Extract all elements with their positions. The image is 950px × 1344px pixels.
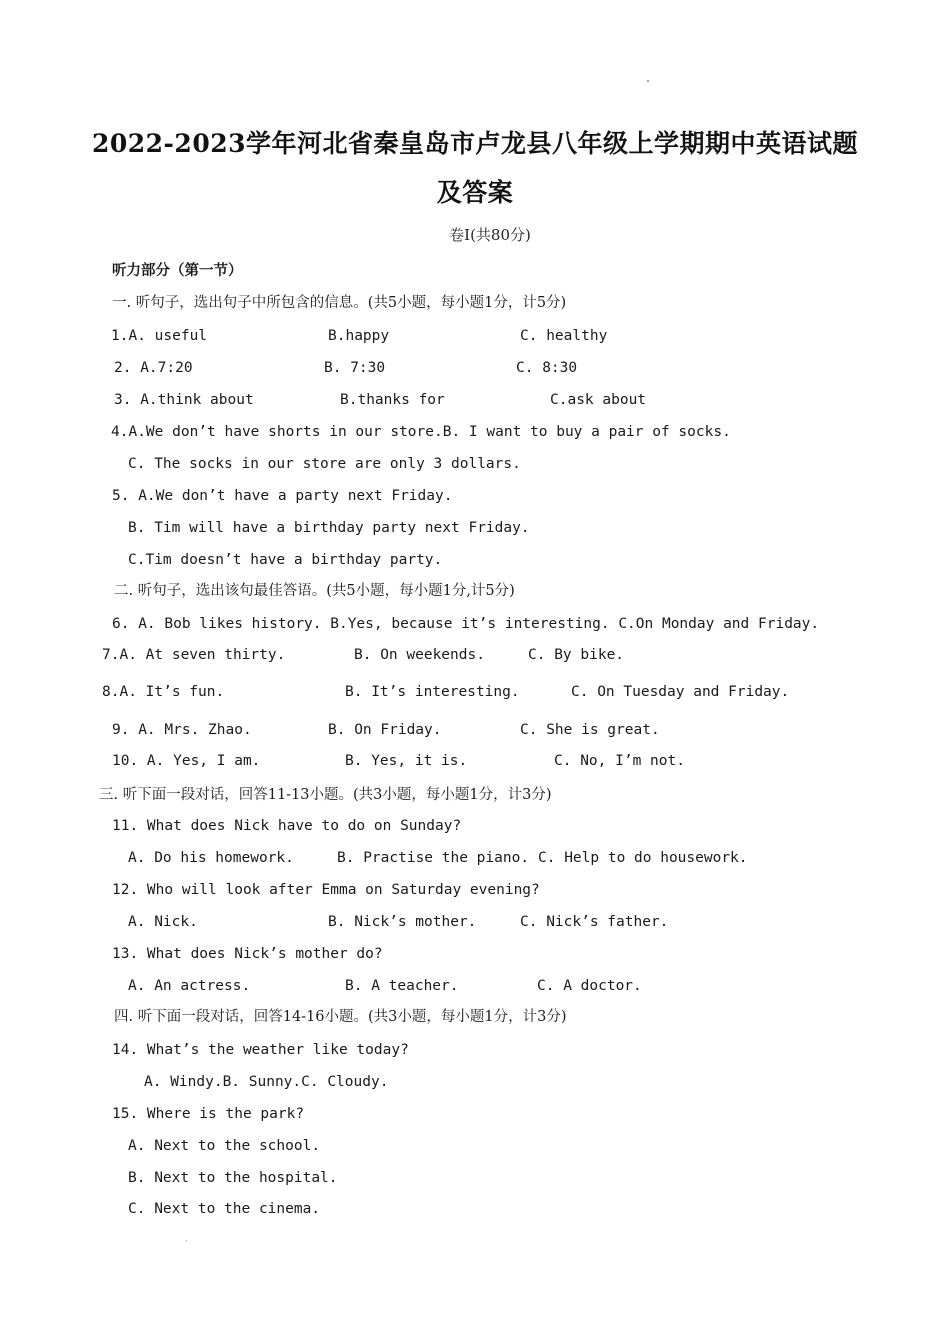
- document-title-line1: 2022-2023学年河北省秦皇岛市卢龙县八年级上学期期中英语试题: [91, 129, 859, 158]
- q3-option-a: 3. A.think about: [114, 392, 254, 408]
- q10-option-a: 10. A. Yes, I am.: [112, 753, 261, 769]
- mark-dot: [186, 1240, 187, 1241]
- q6-options: 6. A. Bob likes history. B.Yes, because it’s interesting. C.On Monday and Friday.: [112, 616, 820, 632]
- q8-option-c: C. On Tuesday and Friday.: [571, 684, 790, 700]
- q12-stem: 12. Who will look after Emma on Saturday evening?: [112, 882, 540, 898]
- q15-option-c: C. Next to the cinema.: [128, 1201, 321, 1217]
- q10-option-c: C. No, I’m not.: [554, 753, 685, 769]
- q12-option-c: C. Nick’s father.: [520, 914, 669, 930]
- q13-option-c: C. A doctor.: [537, 978, 642, 994]
- q8-option-a: 8.A. It’s fun.: [102, 684, 225, 700]
- q13-option-a: A. An actress.: [128, 978, 251, 994]
- q5-option-b: B. Tim will have a birthday party next Friday.: [128, 520, 530, 536]
- q3-option-c: C.ask about: [550, 392, 647, 408]
- q14-stem: 14. What’s the weather like today?: [112, 1042, 409, 1058]
- q1-option-a: 1.A. useful: [111, 328, 208, 344]
- q2-option-c: C. 8:30: [516, 360, 578, 376]
- document-subtitle: 卷Ⅰ(共80分): [449, 226, 531, 244]
- section-1-instruction: 一. 听句子，选出句子中所包含的信息。(共5小题，每小题1分，计5分): [112, 295, 567, 311]
- q11-option-a: A. Do his homework.: [128, 850, 294, 866]
- q10-option-b: B. Yes, it is.: [345, 753, 468, 769]
- q15-stem: 15. Where is the park?: [112, 1106, 305, 1122]
- q9-option-b: B. On Friday.: [328, 722, 442, 738]
- document-title-line2: 及答案: [436, 178, 514, 207]
- q9-option-a: 9. A. Mrs. Zhao.: [112, 722, 252, 738]
- listening-header: 听力部分（第一节）: [112, 262, 243, 279]
- q7-option-c: C. By bike.: [528, 647, 625, 663]
- q2-option-b: B. 7:30: [324, 360, 386, 376]
- q8-option-b: B. It’s interesting.: [345, 684, 520, 700]
- q15-option-b: B. Next to the hospital.: [128, 1170, 338, 1186]
- q4-options-ab: 4.A.We don’t have shorts in our store.B. I want to buy a pair of socks.: [111, 424, 731, 440]
- q13-stem: 13. What does Nick’s mother do?: [112, 946, 383, 962]
- q11-option-c: C. Help to do housework.: [538, 850, 748, 866]
- q1-option-c: C. healthy: [520, 328, 608, 344]
- q7-option-a: 7.A. At seven thirty.: [102, 647, 286, 663]
- section-3-instruction: 三. 听下面一段对话，回答11-13小题。(共3小题，每小题1分，计3分): [99, 787, 552, 803]
- q5-option-a: 5. A.We don’t have a party next Friday.: [112, 488, 453, 504]
- q5-option-c: C.Tim doesn’t have a birthday party.: [128, 552, 443, 568]
- mark-dot: [647, 80, 649, 82]
- q12-option-a: A. Nick.: [128, 914, 198, 930]
- q13-option-b: B. A teacher.: [345, 978, 459, 994]
- q15-option-a: A. Next to the school.: [128, 1138, 321, 1154]
- q4-option-c: C. The socks in our store are only 3 dollars.: [128, 456, 521, 472]
- q7-option-b: B. On weekends.: [354, 647, 485, 663]
- q9-option-c: C. She is great.: [520, 722, 660, 738]
- section-4-instruction: 四. 听下面一段对话，回答14-16小题。(共3小题，每小题1分，计3分): [114, 1009, 567, 1025]
- q11-option-b: B. Practise the piano.: [337, 850, 530, 866]
- section-2-instruction: 二. 听句子，选出该句最佳答语。(共5小题，每小题1分,计5分): [114, 583, 515, 599]
- q11-stem: 11. What does Nick have to do on Sunday?: [112, 818, 462, 834]
- q12-option-b: B. Nick’s mother.: [328, 914, 477, 930]
- q1-option-b: B.happy: [328, 328, 390, 344]
- q3-option-b: B.thanks for: [340, 392, 445, 408]
- q14-options: A. Windy.B. Sunny.C. Cloudy.: [144, 1074, 389, 1090]
- q2-option-a: 2. A.7:20: [114, 360, 193, 376]
